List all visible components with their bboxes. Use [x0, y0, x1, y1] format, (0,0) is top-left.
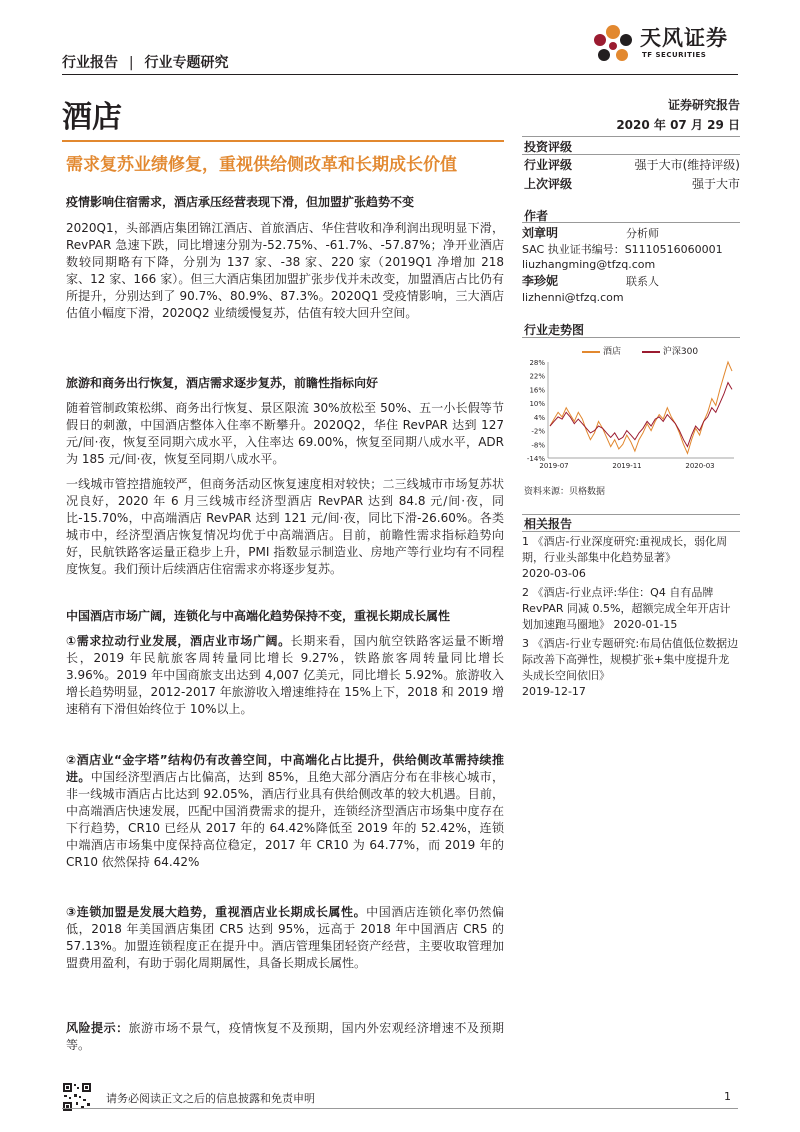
report-date: 2020 年 07 月 29 日 [616, 118, 740, 132]
author-block [522, 226, 740, 305]
y-tick-label: -2% [531, 427, 545, 436]
sidebar-divider [522, 222, 740, 223]
item-lead: ③连锁加盟是发展大趋势，重视酒店业长期成长属性。 [66, 905, 367, 919]
sidebar-divider [522, 136, 740, 137]
industry-rating-value: 强于大市(维持评级) [634, 158, 740, 172]
chart-legend [582, 344, 698, 357]
author-role: 分析师 [626, 227, 659, 240]
logo-mark-icon [588, 18, 638, 68]
related-title: 相关报告 [524, 517, 573, 531]
legend-swatch [582, 351, 600, 353]
paragraph: 随着管制政策松绑、商务出行恢复、景区限流 30%放松至 50%、五一小长假等节假日的刺激，中国酒店整体入住率不断攀升。2020Q2，华住 RevPAR 达到 127 元/间·夜，恢复至同期六成水平，入住率达 69.00%，恢复至同期八成水平，ADR 为 185 元/间·夜，恢复至同期八成水平。 [66, 401, 504, 466]
legend-label: 酒店 [603, 347, 622, 357]
author-name: 刘章明 [522, 226, 559, 240]
authors-title: 作者 [524, 209, 549, 223]
list-item [66, 633, 504, 718]
legend-swatch [642, 351, 660, 353]
report-subtitle: 需求复苏业绩修复，重视供给侧改革和长期成长价值 [66, 155, 457, 175]
x-tick-label: 2020-03 [685, 462, 715, 470]
y-tick-label: -14% [526, 455, 545, 463]
report-date: 2020-03-06 [522, 567, 586, 580]
section-body [66, 633, 504, 718]
page-number: 1 [724, 1090, 731, 1103]
item-text: 长期来看，国内航空铁路客运量不断增长，2019 年民航旅客周转量同比增长 9.27%，铁路旅客周转量同比增长 3.96%。2019 年中国商旅支出达到 4,007 亿美元，同比增长 5.92%。旅游收入增长趋势明显，2012-2017 年旅游收入增速维持在 15%上下，2018 和 2019 增速稍有下滑但始终位于 10%以上。 [66, 634, 504, 716]
section-heading: 疫情影响住宿需求，酒店承压经营表现下滑，但加盟扩张趋势不变 [66, 195, 415, 209]
report-num: 3 [522, 637, 529, 650]
report-category [62, 52, 228, 72]
y-tick-label: 16% [529, 386, 545, 395]
author-name: 李珍妮 [522, 274, 559, 288]
report-text: 《酒店-行业专题研究:布局估值低位数据边际改善下高弹性，规模扩张+集中度提升龙头成长空间依旧》 [522, 637, 739, 682]
chart-source: 资料来源：贝格数据 [524, 487, 606, 497]
category-separator: | [128, 55, 134, 71]
item-text: 中国经济型酒店占比偏高，达到 85%，且绝大部分酒店分布在非核心城市，非一线城市酒店占比达到 92.05%，酒店行业具有供给侧改革的较大机遇。目前，中高端酒店快速发展，匹配中国消费需求的提升，连锁经济型酒店市场集中度存在下行趋势，CR10 已经从 2017 年的 64.42%降低至 2019 年的 52.42%，连锁中端酒店市场集中度保持高位稳定，2017 年 CR10 为 64.77%，而 2019 年的 CR10 依然保持 64.42% [66, 770, 504, 869]
section-body [66, 752, 504, 871]
risk-text: 旅游市场不景气，疫情恢复不及预期，国内外宏观经济增速不及预期等。 [66, 1021, 504, 1052]
trend-chart [522, 342, 740, 476]
y-tick-label: 28% [529, 359, 545, 367]
logo-text-cn: 天风证券 [640, 26, 728, 50]
report-num: 2 [522, 586, 529, 599]
sidebar-divider [522, 531, 740, 532]
author-cert: SAC 执业证书编号：S1110516060001 [522, 243, 723, 256]
company-logo [588, 18, 748, 72]
prev-rating-label: 上次评级 [524, 177, 573, 191]
report-num: 1 [522, 535, 529, 548]
item-text: 中国酒店连锁化率仍然偏低，2018 年美国酒店集团 CR5 达到 95%，远高于 2018 年中国酒店 CR5 的 57.13%。加盟连锁程度正在提升中。酒店管理集团轻资产经营，主要收取管理加盟费用盈利，有助于弱化周期属性，具备长期成长属性。 [66, 905, 504, 970]
chart-plot [522, 358, 740, 476]
industry-rating-label: 行业评级 [524, 158, 573, 172]
related-report[interactable] [522, 636, 740, 700]
section-heading: 中国酒店市场广阔，连锁化与中高端化趋势保持不变，重视长期成长属性 [66, 609, 451, 623]
footer-disclaimer: 请务必阅读正文之后的信息披露和免责申明 [106, 1092, 315, 1105]
risk-notice [66, 1020, 504, 1054]
y-tick-label: 10% [529, 400, 545, 409]
category-label: 行业报告 [62, 55, 118, 71]
paragraph: 2020Q1，头部酒店集团锦江酒店、首旅酒店、华住营收和净利润出现明显下滑，RevPAR 急速下跌，同比增速分别为-52.75%、-61.7%、-57.87%；净开业酒店数较同期略有下降，分别为 137 家、-38 家、220 家（2019Q1 净增加 218 家、12 家、166 家）。但三大酒店集团加盟扩张步伐并未改变，加盟酒店占比仍有所提升，分别达到了 90.7%、80.9%、87.3%。2020Q1 受疫情影响，三大酒店估值小幅度下滑，2020Q2 业绩缓慢复苏，估值有较大回升空间。 [66, 221, 504, 320]
section-body [66, 220, 504, 322]
report-type: 证券研究报告 [667, 98, 740, 112]
title-divider [62, 140, 504, 142]
item-lead: ①需求拉动行业发展，酒店业市场广阔。 [66, 634, 291, 648]
x-tick-label: 2019-07 [539, 462, 569, 470]
prev-rating-value: 强于大市 [691, 177, 740, 191]
y-tick-label: -8% [531, 441, 545, 450]
author-role: 联系人 [626, 275, 659, 288]
author-email[interactable]: lizhenni@tfzq.com [522, 291, 624, 304]
report-date: 2020-01-15 [613, 618, 678, 631]
report-date: 2019-12-17 [522, 685, 586, 698]
list-item [66, 904, 504, 972]
paragraph: 一线城市管控措施较严，但商务活动区恢复速度相对较快；二三线城市市场复苏状况良好，2020 年 6 月三线城市经济型酒店 RevPAR 达到 84.8 元/间·夜，同比-15.70%，中高端酒店 RevPAR 达到 121 元/间·夜，同比下滑-26.60%。各类城市中，经济型酒店恢复情况均优于中高端酒店。目前，前瞻性需求指标趋势向好，民航铁路客运量正稳步上升，PMI 指数显示制造业、房地产等行业均有不同程度恢复。我们预计后续酒店住宿需求亦将逐步复苏。 [66, 477, 504, 576]
footer-divider [62, 1108, 738, 1109]
page-title: 酒店 [62, 100, 122, 135]
logo-text-en: TF SECURITIES [642, 51, 707, 59]
related-list [522, 534, 740, 703]
y-tick-label: 4% [533, 413, 545, 422]
y-tick-label: 22% [529, 372, 545, 381]
x-tick-label: 2019-11 [612, 462, 642, 470]
trend-title: 行业走势图 [524, 323, 585, 337]
report-text: 《酒店-行业深度研究:重视成长，弱化周期，行业头部集中化趋势显著》 [522, 535, 728, 564]
report-text: 《酒店-行业点评:华住：Q4 自有品牌 RevPAR 同减 0.5%，超额完成全年开店计划加速跑马圈地》 [522, 586, 731, 631]
section-body [66, 400, 504, 578]
item-lead: ②酒店业“金字塔”结构仍有改善空间，中高端化占比提升，供给侧改革需持续推进。 [66, 753, 504, 784]
section-body [66, 904, 504, 972]
list-item [66, 752, 504, 871]
rating-title: 投资评级 [524, 140, 573, 154]
section-heading: 旅游和商务出行恢复，酒店需求逐步复苏，前瞻性指标向好 [66, 376, 379, 390]
related-report[interactable] [522, 585, 740, 633]
sidebar-divider [522, 154, 740, 155]
author-email[interactable]: liuzhangming@tfzq.com [522, 258, 656, 271]
header-divider [62, 74, 738, 75]
related-report[interactable] [522, 534, 740, 582]
sidebar-divider [522, 337, 740, 338]
legend-label: 沪深300 [662, 347, 699, 357]
subcategory-label: 行业专题研究 [144, 55, 229, 71]
series-line [550, 362, 732, 453]
risk-label: 风险提示： [66, 1021, 129, 1035]
